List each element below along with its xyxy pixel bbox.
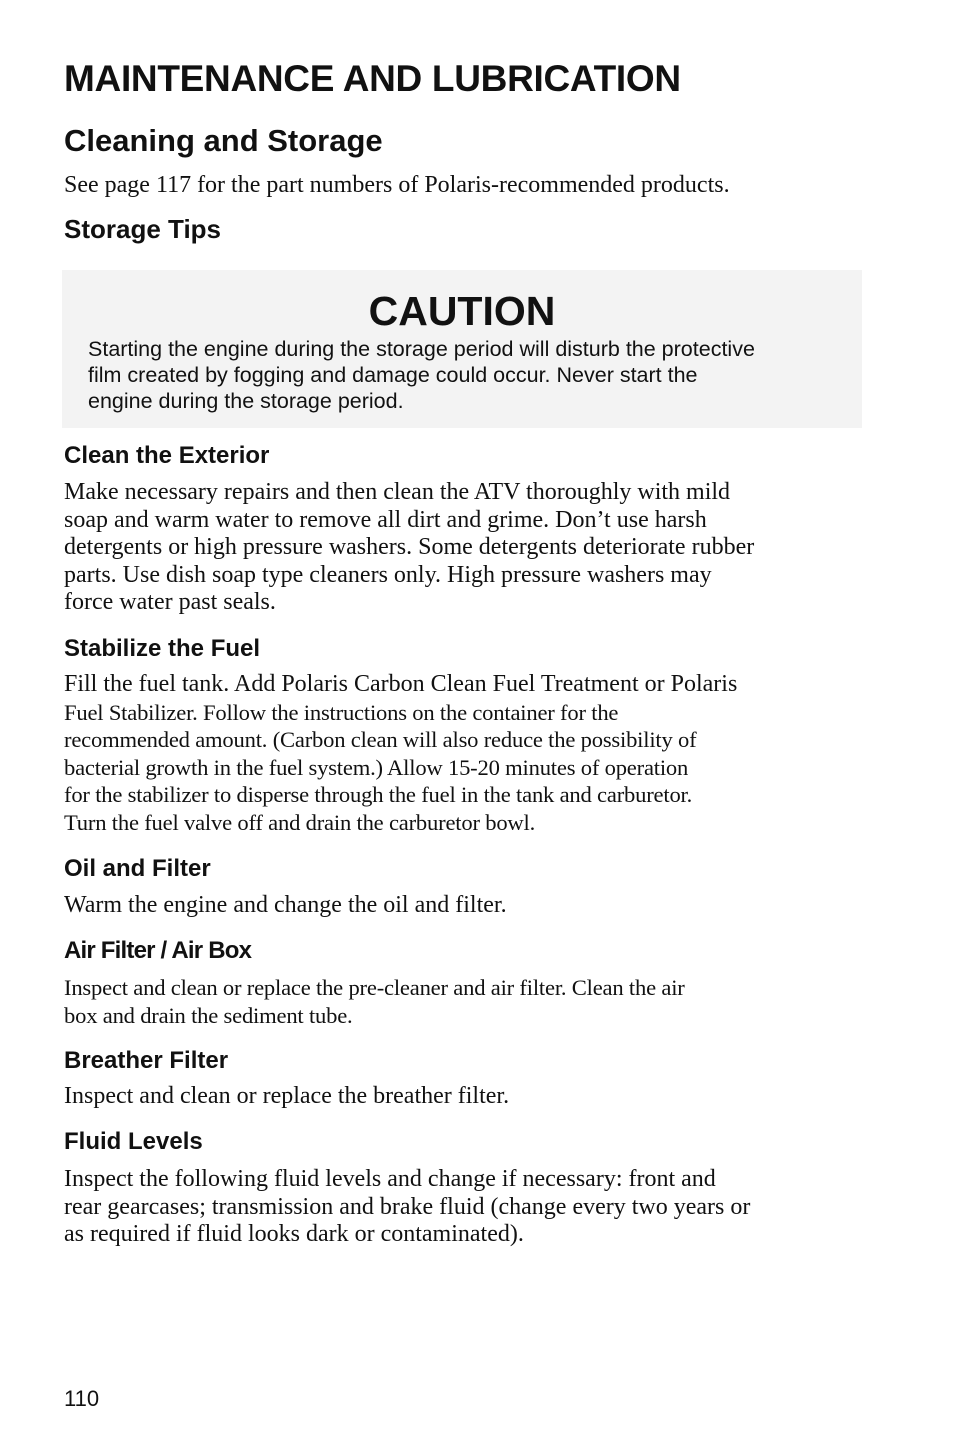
intro-text: See page 117 for the part numbers of Polaris-recommended products. <box>64 172 730 198</box>
text-line: Make necessary repairs and then clean the ATV thoroughly with mild <box>64 479 731 505</box>
page-title: MAINTENANCE AND LUBRICATION <box>64 58 681 99</box>
caution-line: film created by fogging and damage could occur. Never start the <box>88 363 698 387</box>
text-line: recommended amount. (Carbon clean will also reduce the possibility of <box>64 727 697 753</box>
text-line: box and drain the sediment tube. <box>64 1002 353 1028</box>
oil-filter-text <box>64 892 507 920</box>
storage-tips-heading: Storage Tips <box>64 214 222 244</box>
caution-box <box>62 270 862 428</box>
page-number: 110 <box>64 1386 100 1411</box>
text-line: rear gearcases; transmission and brake fluid (change every two years or <box>64 1193 751 1220</box>
caution-title: CAUTION <box>368 288 556 334</box>
caution-line: engine during the storage period. <box>88 389 404 413</box>
caution-line: Starting the engine during the storage period will disturb the protective <box>88 337 755 361</box>
text-line: Inspect and clean or replace the pre-cleaner and air filter. Clean the air <box>64 975 685 1000</box>
section-title: Cleaning and Storage <box>64 123 383 158</box>
caution-text <box>88 336 858 414</box>
air-filter-heading: Air Filter / Air Box <box>64 937 252 964</box>
text-line: soap and warm water to remove all dirt and grime. Don’t use harsh <box>64 506 707 533</box>
text-line: for the stabilizer to disperse through the fuel in the tank and carburetor. <box>64 782 693 808</box>
text-line: Fuel Stabilizer. Follow the instructions on the container for the <box>64 699 619 725</box>
clean-exterior-heading: Clean the Exterior <box>64 442 270 469</box>
text-line: as required if fluid looks dark or contaminated). <box>64 1221 524 1248</box>
breather-filter-text <box>64 1083 509 1111</box>
air-filter-text <box>64 974 685 1029</box>
clean-exterior-text <box>64 479 754 617</box>
text-line: Fill the fuel tank. Add Polaris Carbon Clean Fuel Treatment or Polaris <box>64 671 738 697</box>
text-line: force water past seals. <box>64 589 276 616</box>
text-line: Inspect the following fluid levels and change if necessary: front and <box>64 1166 716 1192</box>
text-line: bacterial growth in the fuel system.) Allow 15-20 minutes of operation <box>64 754 689 780</box>
text-line: Inspect and clean or replace the breather filter. <box>64 1083 510 1109</box>
oil-filter-heading: Oil and Filter <box>64 855 211 882</box>
text-line: parts. Use dish soap type cleaners only. High pressure washers may <box>64 561 712 588</box>
text-line: Turn the fuel valve off and drain the carburetor bowl. <box>64 809 536 835</box>
stabilize-fuel-text <box>64 671 737 837</box>
text-line: Warm the engine and change the oil and filter. <box>64 892 507 918</box>
fluid-levels-heading: Fluid Levels <box>64 1128 203 1155</box>
breather-filter-heading: Breather Filter <box>64 1047 229 1074</box>
text-line: detergents or high pressure washers. Some detergents deteriorate rubber <box>64 534 755 561</box>
stabilize-fuel-heading: Stabilize the Fuel <box>64 635 261 662</box>
fluid-levels-text <box>64 1166 750 1249</box>
